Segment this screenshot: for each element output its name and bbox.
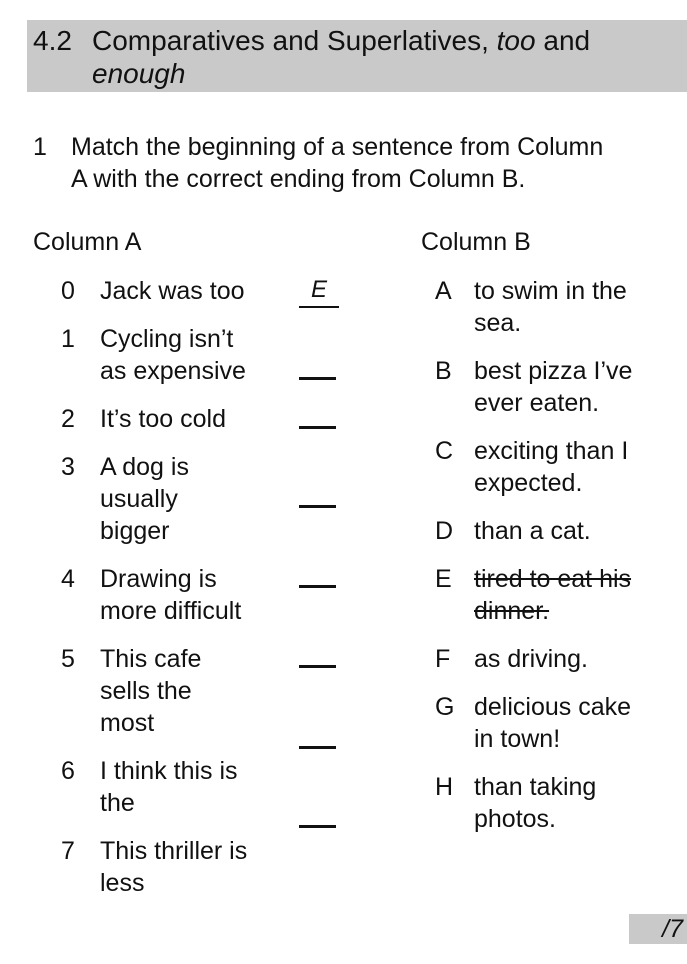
ending-g-line1: delicious cake <box>474 693 632 721</box>
exercise-number: 1 <box>33 133 47 161</box>
ending-d-line1: than a cat. <box>474 517 591 545</box>
ending-b-line2: ever eaten. <box>474 389 600 417</box>
item-4-number: 4 <box>61 565 75 593</box>
item-6-line1: I think this is <box>100 757 238 785</box>
ending-e-line1-crossed: tired to eat his <box>474 565 632 593</box>
column-a-heading: Column A <box>33 228 142 256</box>
item-7-line1: This thriller is <box>100 837 248 865</box>
item-6-number: 6 <box>61 757 75 785</box>
item-1-line2: as expensive <box>100 357 246 385</box>
ending-a-line1: to swim in the <box>474 277 627 305</box>
item-0-number: 0 <box>61 277 75 305</box>
ending-a-line2: sea. <box>474 309 522 337</box>
item-6-line2: the <box>100 789 135 817</box>
item-7-answer-blank[interactable] <box>299 825 336 828</box>
item-5-number: 5 <box>61 645 75 673</box>
item-5-line3: most <box>100 709 155 737</box>
item-0-answer[interactable]: E <box>299 276 339 308</box>
item-3-line1: A dog is <box>100 453 189 481</box>
ending-c-line1: exciting than I <box>474 437 629 465</box>
ending-f-line1: as driving. <box>474 645 588 673</box>
column-b-heading: Column B <box>421 228 531 256</box>
ending-h-line1: than taking <box>474 773 597 801</box>
ending-c-line2: expected. <box>474 469 583 497</box>
item-7-line2: less <box>100 869 145 897</box>
item-5-line2: sells the <box>100 677 192 705</box>
ending-a-letter: A <box>435 277 452 305</box>
ending-e-letter: E <box>435 565 452 593</box>
item-2-number: 2 <box>61 405 75 433</box>
ending-g-letter: G <box>435 693 455 721</box>
instruction-line1: Match the beginning of a sentence from Column <box>71 133 604 161</box>
section-title-line2: enough <box>92 58 186 89</box>
instruction-line2: A with the correct ending from Column B. <box>71 165 526 193</box>
item-4-answer-blank[interactable] <box>299 585 336 588</box>
item-1-answer-blank[interactable] <box>299 377 336 380</box>
ending-g-line2: in town! <box>474 725 561 753</box>
item-4-line2: more difficult <box>100 597 242 625</box>
section-title-line1: Comparatives and Superlatives, too and <box>92 25 591 56</box>
ending-f-letter: F <box>435 645 451 673</box>
ending-d-letter: D <box>435 517 454 545</box>
item-6-answer-blank[interactable] <box>299 746 336 749</box>
item-2-line1: It’s too cold <box>100 405 227 433</box>
item-3-number: 3 <box>61 453 75 481</box>
item-3-line2: usually <box>100 485 178 513</box>
item-1-line1: Cycling isn’t <box>100 325 234 353</box>
item-2-answer-blank[interactable] <box>299 426 336 429</box>
item-4-line1: Drawing is <box>100 565 217 593</box>
item-5-line1: This cafe <box>100 645 202 673</box>
ending-c-letter: C <box>435 437 454 465</box>
item-0-line1: Jack was too <box>100 277 245 305</box>
item-3-line3: bigger <box>100 517 170 545</box>
item-5-answer-blank[interactable] <box>299 665 336 668</box>
ending-h-line2: photos. <box>474 805 557 833</box>
ending-b-line1: best pizza I’ve <box>474 357 633 385</box>
item-3-answer-blank[interactable] <box>299 505 336 508</box>
ending-b-letter: B <box>435 357 452 385</box>
ending-h-letter: H <box>435 773 454 801</box>
score-box: /7 <box>629 914 687 944</box>
ending-e-line2-crossed: dinner. <box>474 597 550 625</box>
item-7-number: 7 <box>61 837 75 865</box>
section-number: 4.2 <box>33 25 72 56</box>
item-1-number: 1 <box>61 325 75 353</box>
